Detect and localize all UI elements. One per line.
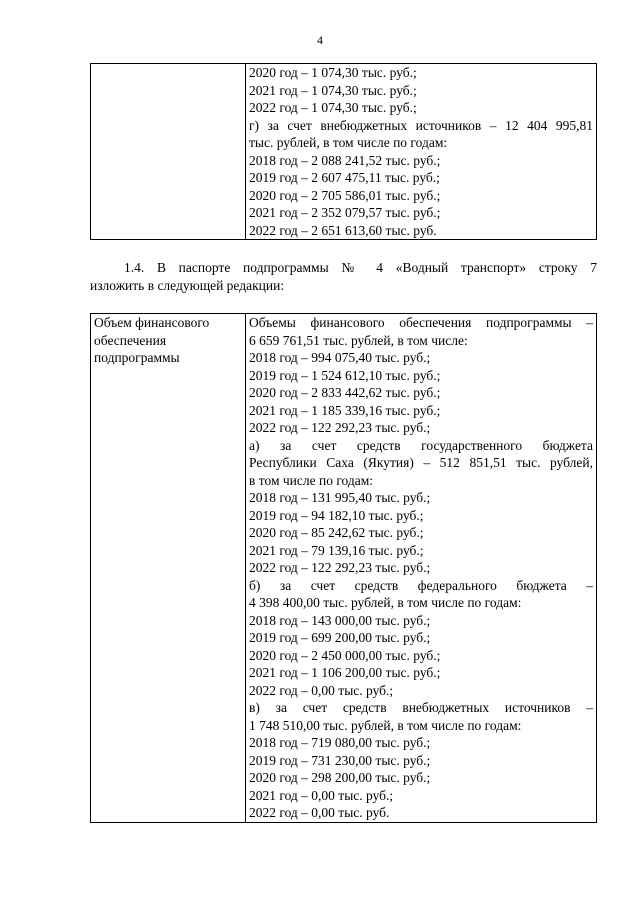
- funding-line: 2021 год – 1 185 339,16 тыс. руб.;: [249, 402, 441, 418]
- row-label-line: подпрограммы: [94, 350, 180, 365]
- funding-line: 2022 год – 122 292,23 тыс. руб.;: [249, 420, 431, 435]
- funding-line: 2022 год – 1 074,30 тыс. руб.;: [249, 100, 417, 115]
- table-row: [91, 314, 597, 823]
- funding-line: 2021 год – 2 352 079,57 тыс. руб.;: [249, 205, 441, 220]
- funding-line: а) за счет средств государственного бюджета: [249, 437, 593, 453]
- table-cell-label: [91, 314, 246, 823]
- funding-line: 2020 год – 85 242,62 тыс. руб.;: [249, 525, 424, 540]
- funding-line: 2019 год – 731 230,00 тыс. руб.;: [249, 752, 431, 768]
- funding-line: 2018 год – 131 995,40 тыс. руб.;: [249, 490, 431, 505]
- funding-line: 2019 год – 94 182,10 тыс. руб.;: [249, 507, 424, 523]
- funding-line: 2019 год – 2 607 475,11 тыс. руб.;: [249, 170, 440, 185]
- funding-line: 2022 год – 122 292,23 тыс. руб.;: [249, 560, 431, 575]
- table-row: [91, 64, 597, 240]
- funding-line: 2021 год – 1 106 200,00 тыс. руб.;: [249, 665, 441, 680]
- table-cell-label: [91, 64, 246, 240]
- funding-line: в том числе по годам:: [249, 472, 374, 488]
- funding-line: 2020 год – 2 450 000,00 тыс. руб.;: [249, 647, 441, 663]
- funding-line: 2020 год – 298 200,00 тыс. руб.;: [249, 770, 431, 785]
- funding-line: 2019 год – 699 200,00 тыс. руб.;: [249, 630, 431, 645]
- funding-line: Объемы финансового обеспечения подпрограммы –: [249, 315, 593, 330]
- amendment-paragraph: [90, 259, 597, 295]
- funding-line: 1 748 510,00 тыс. рублей, в том числе по годам:: [249, 717, 522, 733]
- table-cell-content: [246, 64, 597, 240]
- table-cell-content: [246, 314, 597, 823]
- funding-line: тыс. рублей, в том числе по годам:: [249, 135, 448, 150]
- funding-line: 6 659 761,51 тыс. рублей, в том числе:: [249, 332, 468, 348]
- funding-line: 2021 год – 1 074,30 тыс. руб.;: [249, 82, 417, 98]
- funding-line: 2019 год – 1 524 612,10 тыс. руб.;: [249, 367, 441, 383]
- funding-line: 2018 год – 994 075,40 тыс. руб.;: [249, 350, 431, 365]
- funding-line: 2018 год – 143 000,00 тыс. руб.;: [249, 612, 431, 628]
- page-number: 4: [317, 33, 323, 47]
- row-label: [94, 314, 242, 367]
- funding-line: б) за счет средств федерального бюджета –: [249, 577, 593, 593]
- paragraph-line: изложить в следующей редакции:: [90, 278, 285, 293]
- funding-line: 2022 год – 0,00 тыс. руб.;: [249, 682, 394, 698]
- funding-line: г) за счет внебюджетных источников – 12 404 995,81: [249, 117, 593, 133]
- funding-line: 2022 год – 0,00 тыс. руб.: [249, 805, 390, 820]
- subprogram-funding-table: [90, 313, 597, 823]
- funding-lines: [249, 314, 593, 822]
- row-label-line: обеспечения: [94, 332, 167, 348]
- funding-line: 2018 год – 2 088 241,52 тыс. руб.;: [249, 152, 441, 168]
- funding-line: 2020 год – 1 074,30 тыс. руб.;: [249, 65, 417, 80]
- funding-line: в) за счет средств внебюджетных источников –: [249, 700, 593, 715]
- funding-line: 2020 год – 2 833 442,62 тыс. руб.;: [249, 385, 441, 400]
- funding-line: 4 398 400,00 тыс. рублей, в том числе по годам:: [249, 595, 522, 610]
- paragraph-line: 1.4. В паспорте подпрограммы № 4 «Водный транспорт» строку 7: [124, 260, 597, 275]
- funding-line: 2020 год – 2 705 586,01 тыс. руб.;: [249, 187, 441, 203]
- funding-line: Республики Саха (Якутия) – 512 851,51 тыс. рублей,: [249, 455, 593, 470]
- funding-lines: [249, 64, 593, 239]
- funding-line: 2018 год – 719 080,00 тыс. руб.;: [249, 735, 431, 750]
- funding-table-continued: [90, 63, 597, 240]
- funding-line: 2022 год – 2 651 613,60 тыс. руб.: [249, 222, 437, 238]
- row-label-line: Объем финансового: [94, 315, 210, 330]
- funding-line: 2021 год – 79 139,16 тыс. руб.;: [249, 542, 424, 558]
- funding-line: 2021 год – 0,00 тыс. руб.;: [249, 787, 394, 803]
